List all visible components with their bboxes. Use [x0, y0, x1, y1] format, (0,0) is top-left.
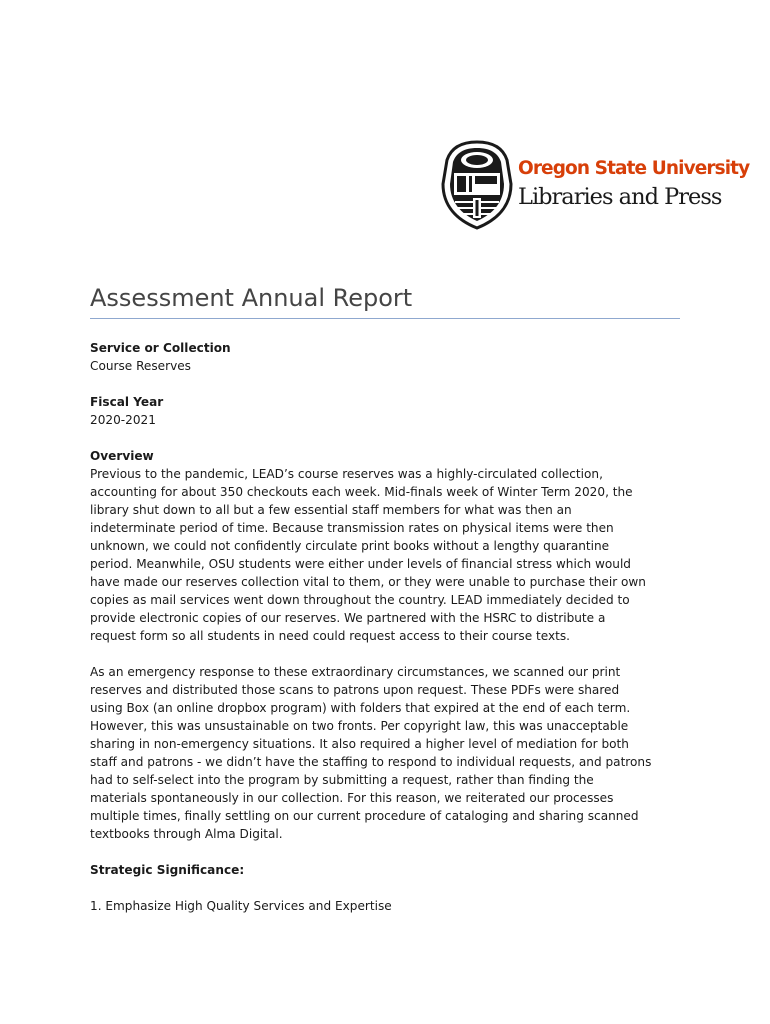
text-line: provide electronic copies of our reserves. We partnered with the HSRC to distribute a — [90, 611, 606, 625]
text-line: reserves and distributed those scans to patrons upon request. These PDFs were shared — [90, 683, 620, 697]
text-line: Previous to the pandemic, LEAD’s course reserves was a highly-circulated collection, — [90, 467, 603, 481]
text-line: As an emergency response to these extraordinary circumstances, we scanned our print — [90, 665, 621, 679]
service-value: Course Reserves — [90, 359, 191, 373]
text-line: unknown, we could not confidently circulate print books without a lengthy quarantine — [90, 539, 610, 553]
text-line: request form so all students in need could request access to their course texts. — [90, 629, 570, 643]
text-line: materials spontaneously in our collection. For this reason, we reiterated our processes — [90, 791, 614, 805]
strategic-item-1: 1. Emphasize High Quality Services and Expertise — [90, 899, 392, 913]
text-line: sharing in non-emergency situations. It also required a higher level of mediation for both — [90, 737, 629, 751]
text-line: accounting for about 350 checkouts each week. Mid-finals week of Winter Term 2020, the — [90, 485, 633, 499]
report-body — [90, 339, 690, 915]
text-line: staff and patrons - we didn’t have the staffing to respond to individual requests, and patrons — [90, 755, 652, 769]
logo-unit-name: Libraries and Press — [518, 184, 722, 210]
text-line: have made our reserves collection vital to them, or they were unable to purchase their own — [90, 575, 646, 589]
text-line: copies as mail services went down throughout the country. LEAD immediately decided to — [90, 593, 630, 607]
osu-libraries-logo — [441, 140, 750, 232]
text-line: library shut down to all but a few essential staff members for what was then an — [90, 503, 572, 517]
overview-paragraph-2 — [90, 663, 690, 843]
page-title: Assessment Annual Report — [90, 284, 413, 312]
overview-paragraph-1 — [90, 465, 690, 645]
fiscal-year-label: Fiscal Year — [90, 395, 164, 409]
overview-label: Overview — [90, 449, 154, 463]
title-underline — [90, 318, 680, 319]
strategic-significance-label: Strategic Significance: — [90, 863, 245, 877]
text-line: textbooks through Alma Digital. — [90, 827, 283, 841]
text-line: indeterminate period of time. Because transmission rates on physical items were then — [90, 521, 614, 535]
text-line: using Box (an online dropbox program) with folders that expired at the end of each term. — [90, 701, 631, 715]
text-line: period. Meanwhile, OSU students were either under levels of financial stress which would — [90, 557, 631, 571]
fiscal-year-value: 2020-2021 — [90, 413, 156, 427]
text-line: However, this was unsustainable on two fronts. Per copyright law, this was unacceptable — [90, 719, 629, 733]
text-line: had to self-select into the program by submitting a request, rather than finding the — [90, 773, 594, 787]
service-label: Service or Collection — [90, 341, 231, 355]
logo-university-name: Oregon State University — [518, 158, 750, 179]
text-line: multiple times, finally settling on our current procedure of cataloging and sharing scanned — [90, 809, 639, 823]
osu-beaver-seal-icon — [441, 140, 513, 230]
